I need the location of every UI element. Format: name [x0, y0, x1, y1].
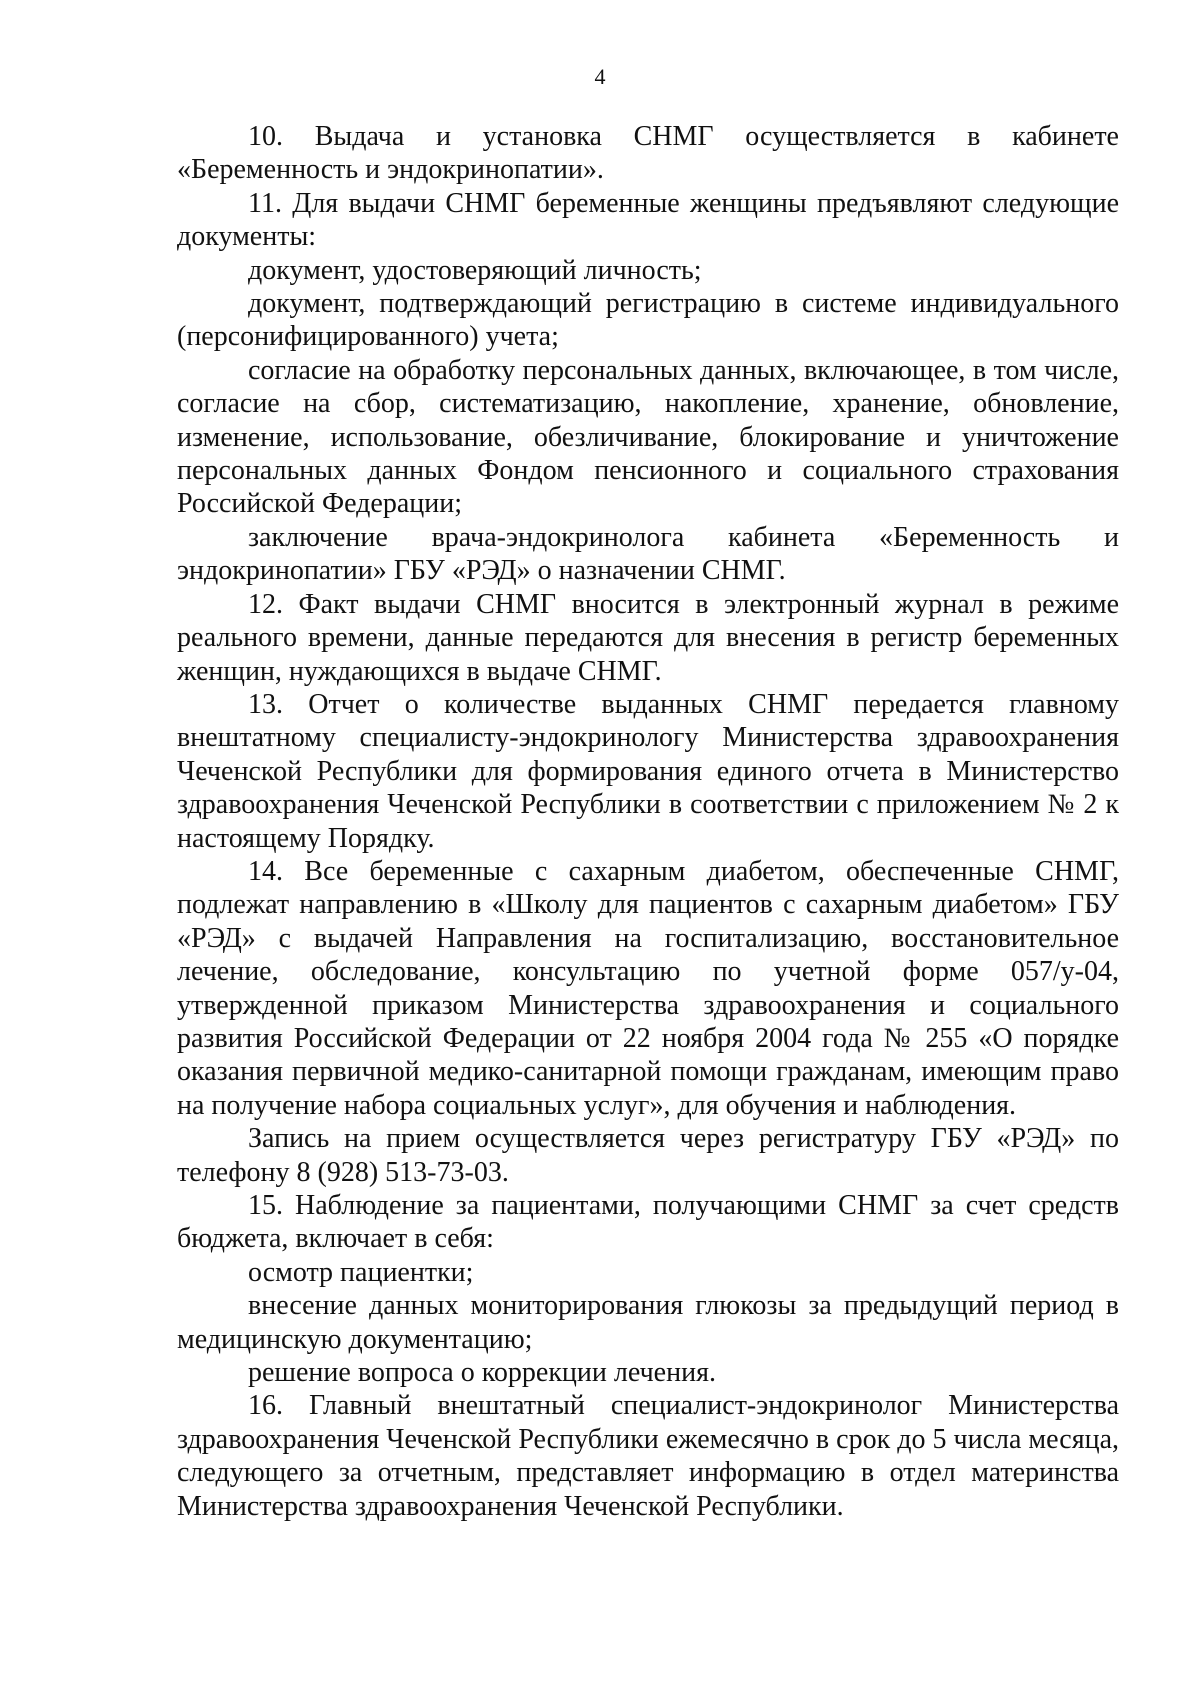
list-item-identity-document: документ, удостоверяющий личность;: [248, 254, 702, 286]
list-item-examination: осмотр пациентки;: [248, 1256, 474, 1288]
document-body: [177, 120, 1119, 1523]
paragraph-12-journal: 12. Факт выдачи СНМГ вносится в электронный журнал в режиме реального времени, данные передаются для внесения в регистр беременных женщин, нуждающихся в выдаче СНМГ.: [177, 588, 1119, 687]
paragraph-appointment-phone: Запись на прием осуществляется через регистратуру ГБУ «РЭД» по телефону 8 (928) 513-73-03.: [177, 1123, 1119, 1188]
list-item-treatment-correction: решение вопроса о коррекции лечения.: [248, 1357, 716, 1389]
list-item-personal-data-consent: согласие на обработку персональных данных, включающее, в том числе, согласие на сбор, систематизацию, накопление, хранение, обновление, изменение, использование, обезличивание, блокирование и уничтожение персональных данных Фондом пенсионного и социального страхования Российской Федерации;: [177, 354, 1119, 520]
list-item-endocrinologist-conclusion: заключение врача-эндокринолога кабинета «Беременность и эндокринопатии» ГБУ «РЭД» о назначении СНМГ.: [177, 521, 1119, 587]
list-item-monitoring-data: внесение данных мониторирования глюкозы за предыдущий период в медицинскую документацию;: [177, 1290, 1119, 1355]
paragraph-11-documents: 11. Для выдачи СНМГ беременные женщины предъявляют следующие документы:: [177, 187, 1119, 253]
paragraph-16-monthly-report: 16. Главный внештатный специалист-эндокринолог Министерства здравоохранения Чеченской Республики ежемесячно в срок до 5 числа месяца, следующего за отчетным, представляет информацию в отдел материнства Министерства здравоохранения Чеченской Республики.: [177, 1390, 1119, 1522]
page-number: 4: [594, 64, 606, 89]
list-item-registration-document: документ, подтверждающий регистрацию в системе индивидуального (персонифицированного) учета;: [177, 288, 1119, 353]
paragraph-10-issuance: 10. Выдача и установка СНМГ осуществляется в кабинете «Беременность и эндокринопатии».: [177, 121, 1119, 186]
paragraph-14-school-referral: 14. Все беременные с сахарным диабетом, обеспеченные СНМГ, подлежат направлению в «Школу для пациентов с сахарным диабетом» ГБУ «РЭД» с выдачей Направления на госпитализацию, восстановительное лечение, обследование, консультацию по учетной форме 057/у-04, утвержденной приказом Министерства здравоохранения и социального развития Российской Федерации от 22 ноября 2004 года № 255 «О порядке оказания первичной медико-санитарной помощи гражданам, имеющим право на получение набора социальных услуг», для обучения и наблюдения.: [177, 855, 1119, 1121]
paragraph-15-observation: 15. Наблюдение за пациентами, получающими СНМГ за счет средств бюджета, включает в себя:: [177, 1190, 1119, 1255]
paragraph-13-report: 13. Отчет о количестве выданных СНМГ передается главному внештатному специалисту-эндокринологу Министерства здравоохранения Чеченской Республики для формирования единого отчета в Министерство здравоохранения Чеченской Республики в соответствии с приложением № 2 к настоящему Порядку.: [177, 688, 1119, 854]
